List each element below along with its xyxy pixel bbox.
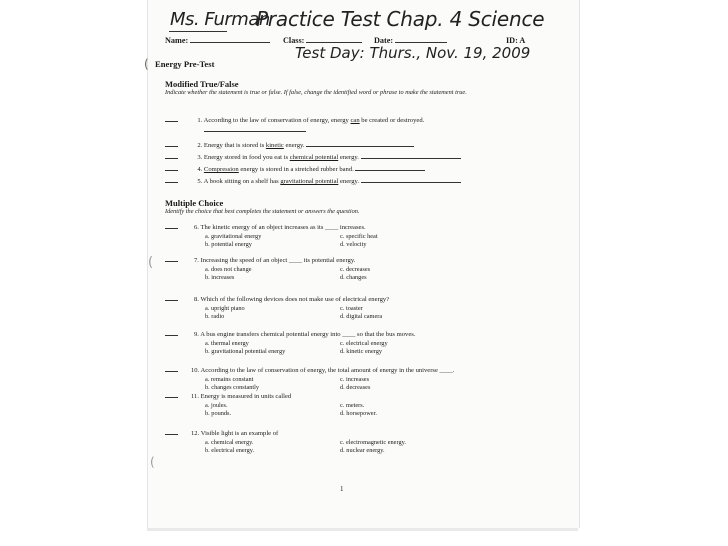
question-2 [165,142,414,149]
question-text: According to the law of conservation of energy, energy [203,117,351,124]
id-label: ID: A [506,36,526,45]
question-text: Energy is measured in units called [200,393,292,400]
teacher-name-handwriting: Ms. Furman [170,9,270,30]
date-label: Date: [374,36,394,45]
date-blank [395,42,447,43]
answer-blank [165,170,178,171]
identified-word: gravitational potential [280,178,339,185]
identified-word: can [350,117,360,124]
question-number: 12. [191,430,200,437]
question-4 [165,166,425,173]
handwritten-title: Practice Test Chap. 4 Science [256,7,545,31]
choice-c: c. specific heat [340,233,378,240]
question-text: A bus engine transfers chemical potential energy into ____ so that the bus moves. [200,331,416,338]
question-9 [165,331,416,355]
correction-blank [355,170,425,171]
date-field [374,36,447,45]
choice-a: a. remains constant [205,376,254,383]
choice-b: b. pounds. [205,410,232,417]
question-text: Energy that is stored is [203,142,266,149]
question-10 [165,367,455,391]
answer-blank [165,228,178,229]
question-text: Increasing the speed of an object ____ its potential energy. [200,257,356,264]
question-number: 7. [194,257,199,264]
class-field [283,36,362,45]
question-text: The kinetic energy of an object increases as its ____ increases. [200,224,366,231]
answer-blank [165,158,178,159]
class-label: Class: [283,36,305,45]
choice-a: a. does not change [205,266,252,273]
choice-c: c. electromagnetic energy. [340,439,406,446]
answer-blank [165,434,178,435]
page-number: 1 [340,485,344,493]
correction-blank [361,158,461,159]
test-title: Energy Pre-Test [155,59,215,69]
correction-blank [204,131,306,132]
page-edge [147,528,578,531]
question-number: 2. [197,142,203,149]
answer-blank [165,261,178,262]
question-1 [165,117,424,124]
question-number: 8. [194,296,199,303]
answer-blank [165,146,178,147]
answer-blank [165,300,178,301]
name-blank [190,42,270,43]
question-text: energy is stored in a stretched rubber band. [238,166,354,173]
choice-d: d. digital camera [340,313,383,320]
question-text: Energy stored in food you eat is [203,154,290,161]
name-label: Name: [165,36,189,45]
identified-word: Compression [203,166,239,173]
question-number: 1. [197,117,203,124]
choice-d: d. velocity [340,241,367,248]
answer-blank [165,335,178,336]
choice-d: d. changes [340,274,367,281]
question-number: 10. [191,367,200,374]
question-number: 3. [197,154,203,161]
correction-blank [306,146,414,147]
choice-a: a. chemical energy. [205,439,254,446]
section-heading-true-false: Modified True/False [165,79,239,89]
choice-a: a. joules. [205,402,228,409]
question-text: energy. [338,178,360,185]
question-12 [165,430,406,454]
question-number: 11. [191,393,199,400]
question-8 [165,296,390,320]
question-text: According to the law of conservation of energy, the total amount of energy in the universe ____. [200,367,455,374]
choice-b: b. increases [205,274,235,281]
choice-c: c. decreases [340,266,371,273]
question-5 [165,178,461,185]
name-field [165,36,270,45]
answer-blank [165,182,178,183]
choice-c: c. increases [340,376,370,383]
choice-b: b. potential energy [205,241,252,248]
choice-c: c. toaster [340,305,363,312]
question-text: Visible light is an example of [200,430,279,437]
choice-c: c. meters. [340,402,365,409]
question-text: Which of the following devices does not make use of electrical energy? [200,296,390,303]
choice-a: a. gravitational energy [205,233,262,240]
section-instructions-multiple-choice: Identify the choice that best completes the statement or answers the question. [165,208,360,215]
correction-blank [361,182,461,183]
section-instructions-true-false: Indicate whether the statement is true or false. If false, change the identified word or phrase to make the statement true. [165,89,467,96]
choice-a: a. thermal energy [205,340,249,347]
choice-d: d. horsepower. [340,410,377,417]
teacher-name-underline [169,31,227,32]
choice-d: d. kinetic energy [340,348,383,355]
section-heading-multiple-choice: Multiple Choice [165,198,224,208]
question-number: 6. [194,224,199,231]
choice-b: b. gravitational potential energy [205,348,286,355]
scan-hole-mark: ( [150,455,155,469]
choice-b: b. radio [205,313,225,320]
identified-word: kinetic [265,142,284,149]
question-11 [165,393,377,417]
scan-bracket-mark: ( [144,57,149,71]
choice-d: d. decreases [340,384,371,391]
question-number: 5. [197,178,203,185]
question-6 [165,224,378,248]
answer-blank [165,121,178,122]
choice-a: a. upright piano [205,305,245,312]
question-number: 4. [197,166,203,173]
question-text: energy. [283,142,305,149]
question-text: energy. [338,154,359,161]
answer-blank [165,397,178,398]
choice-c: c. electrical energy [340,340,388,347]
choice-b: b. electrical energy. [205,447,255,454]
choice-d: d. nuclear energy. [340,447,385,454]
test-day-handwriting: Test Day: Thurs., Nov. 19, 2009 [295,44,531,62]
answer-blank [165,371,178,372]
question-number: 9. [194,331,199,338]
scan-hole-mark: ( [148,255,154,270]
question-3 [165,154,461,161]
identified-word: chemical potential [289,154,339,161]
choice-b: b. changes constantly [205,384,260,391]
class-blank [306,42,362,43]
question-7 [165,257,371,281]
question-text: A book sitting on a shelf has [203,178,281,185]
question-text: be created or destroyed. [359,117,425,124]
